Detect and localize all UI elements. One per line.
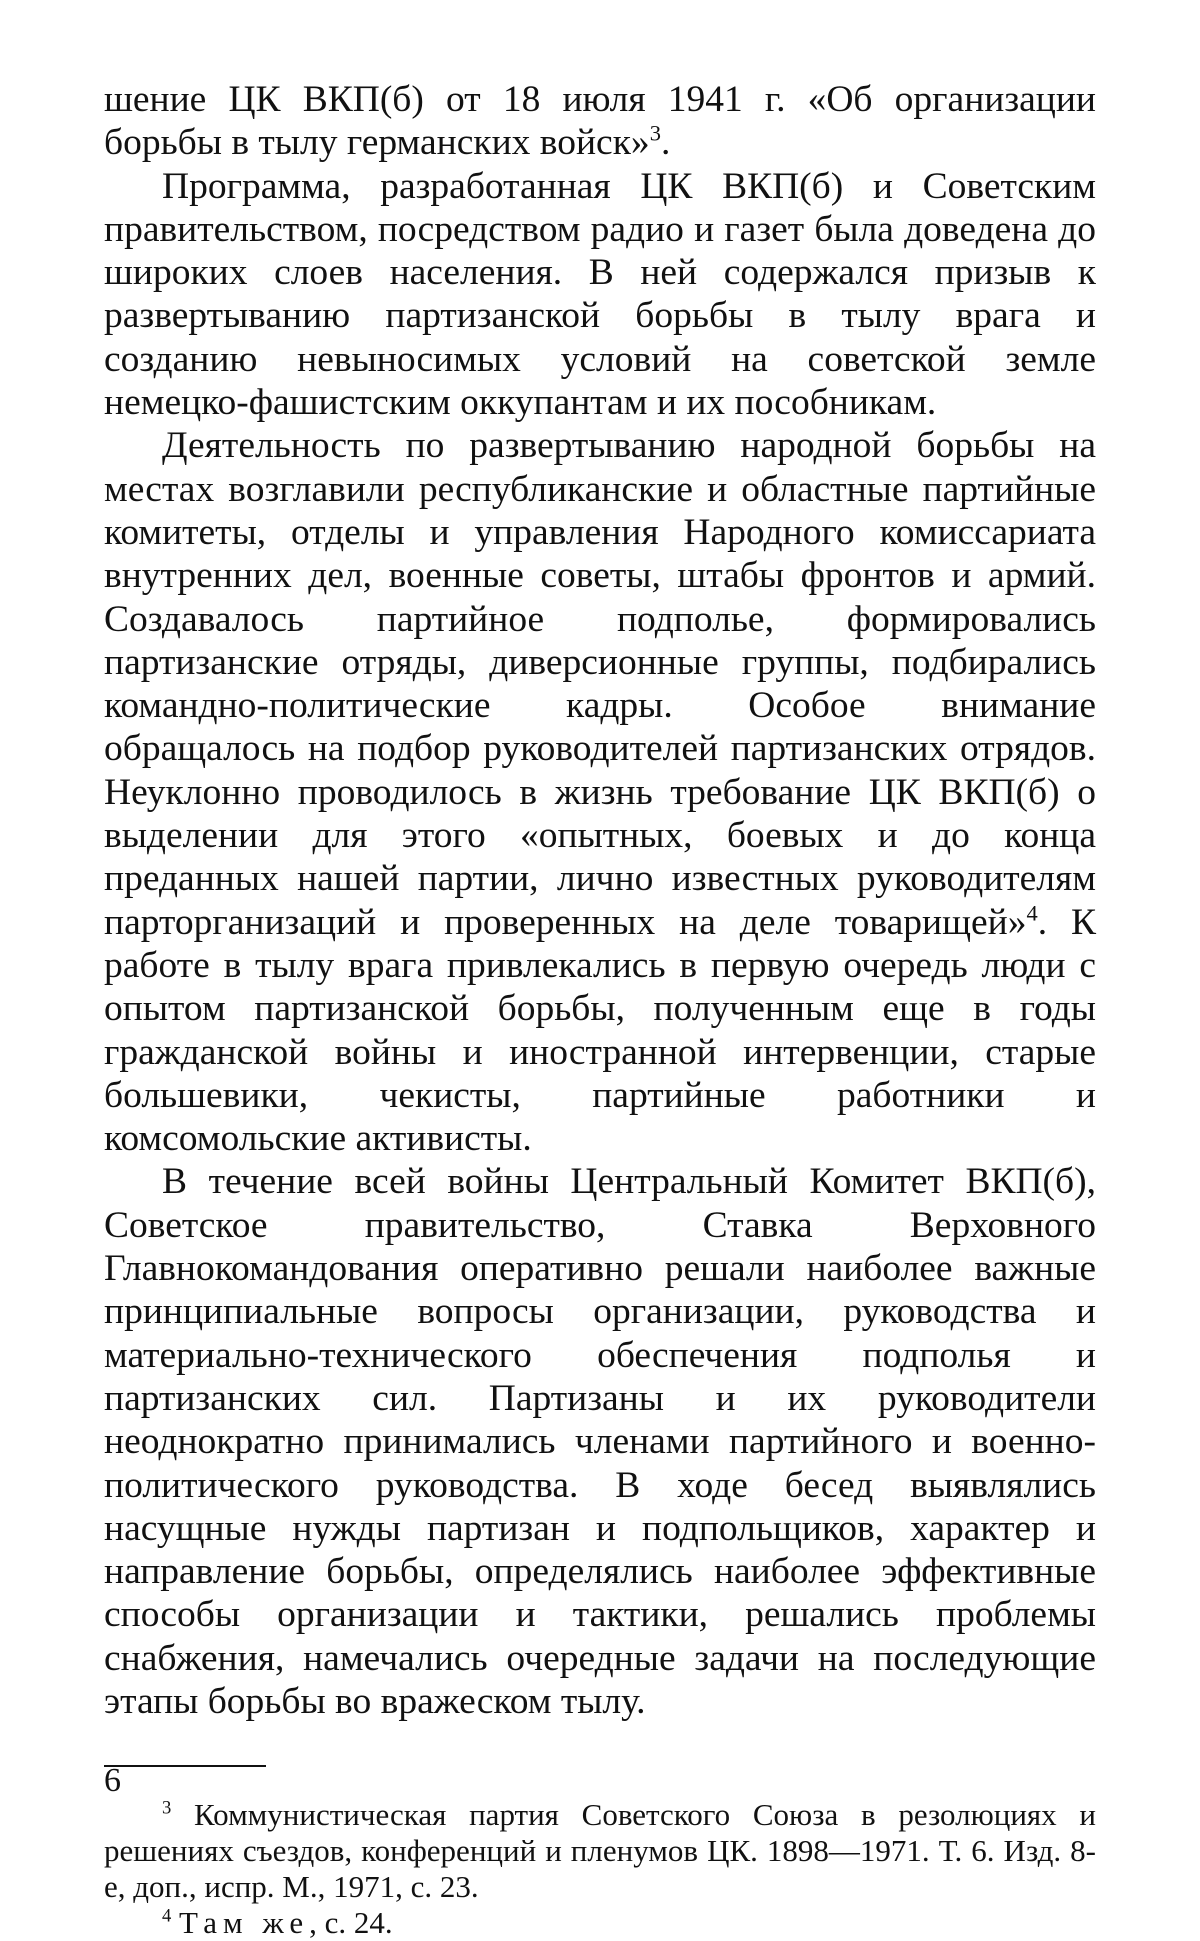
paragraph-4-text: В течение всей войны Центральный Комитет ВКП(б), Советское правительство, Ставка Верховного Главнокомандования оперативно решали наиболее важные принципиальные вопросы организации, руководства и материально-технического обеспечения подполья и партизанских сил. Партизаны и их руководители неоднократно принимались членами партийного и военно-политического руководства. В ходе бесед выявлялись насущные нужды партизан и подпольщиков, характер и направление борьбы, определялись наиболее эффективные способы организации и тактики, решались проблемы снабжения, намечались очередные задачи на последующие этапы борьбы во вражеском тылу. — [104, 1161, 1096, 1722]
footnote-3-mark: 3 — [162, 1797, 172, 1819]
paragraph-3 — [104, 424, 1096, 1160]
page-body — [104, 78, 1096, 1941]
paragraph-1-text: шение ЦК ВКП(б) от 18 июля 1941 г. «Об организации борьбы в тылу германских войск» — [104, 79, 1096, 164]
paragraph-3-tail: . К работе в тылу врага привлекались в первую очередь люди с опытом партизанской борьбы, полученным еще в годы гражданской войны и иностранной интервенции, старые большевики, чекисты, партийные работники и комсомольские активисты. — [104, 901, 1097, 1160]
footnote-ref-3: 3 — [649, 120, 661, 146]
footnote-4-mark: 4 — [162, 1905, 172, 1927]
footnote-3 — [104, 1797, 1096, 1905]
paragraph-2-text: Программа, разработанная ЦК ВКП(б) и Советским правительством, посредством радио и газет была доведена до широких слоев населения. В ней содержался призыв к развертыванию партизанской борьбы в тылу врага и созданию невыносимых условий на советской земле немецко-фашистским оккупантам и их пособникам. — [104, 165, 1096, 424]
footnote-4-text: , с. 24. — [309, 1905, 393, 1941]
paragraph-2 — [104, 165, 1096, 425]
footnote-3-text: Коммунистическая партия Советского Союза в резолюциях и решениях съездов, конференций и пленумов ЦК. 1898—1971. Т. 6. Изд. 8-е, доп., испр. М., 1971, с. 23. — [104, 1797, 1096, 1905]
page-number: 6 — [104, 1762, 121, 1799]
paragraph-1 — [104, 78, 1096, 165]
paragraph-4 — [104, 1160, 1096, 1723]
footnote-4 — [104, 1905, 1096, 1941]
paragraph-1-tail: . — [660, 122, 671, 164]
footnote-ref-4: 4 — [1026, 900, 1038, 926]
footnote-divider — [104, 1765, 266, 1767]
paragraph-3-text: Деятельность по развертыванию народной борьбы на местах возглавили республиканские и областные партийные комитеты, отделы и управления Народного комиссариата внутренних дел, военные советы, штабы фронтов и армий. Создавалось партийное подполье, формировались партизанские отряды, диверсионные группы, подбирались командно-политические кадры. Особое внимание обращалось на подбор руководителей партизанских отрядов. Неуклонно проводилось в жизнь требование ЦК ВКП(б) о выделении для этого «опытных, боевых и до конца преданных нашей партии, лично известных руководителям парторганизаций и проверенных на деле товарищей» — [104, 425, 1096, 943]
footnote-4-ibid: Там же — [179, 1905, 310, 1941]
